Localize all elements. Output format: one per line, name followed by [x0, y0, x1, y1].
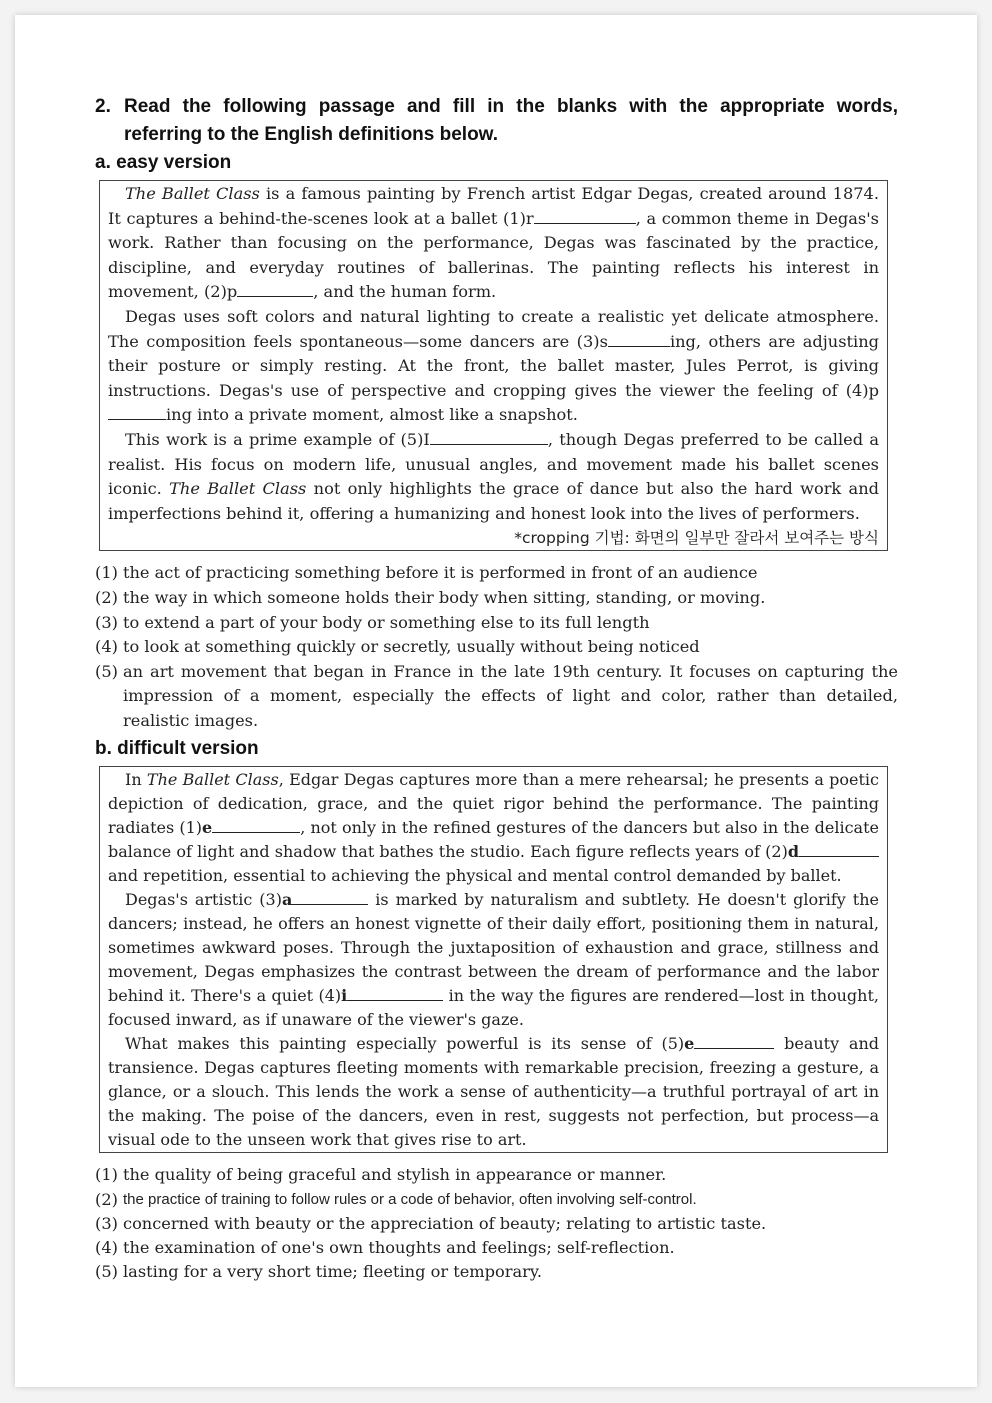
definition-item — [95, 586, 898, 611]
passage-text: ing, others are adjusting their posture or simply resting. At the front, the ballet master, Jules Perrot, is giving instructions. Degas's use of perspective and cropping gives the viewer the feeling of (4)p — [108, 331, 879, 400]
definition-number: (4) — [95, 637, 118, 657]
difficult-definitions — [95, 1163, 898, 1284]
difficult-version-heading: b. difficult version — [95, 738, 259, 760]
passage-text: and repetition, essential to achieving the physical and mental control demanded by ballet. — [108, 866, 842, 886]
easy-paragraph-3 — [108, 428, 879, 526]
definition-item — [95, 660, 898, 734]
blank-2[interactable] — [799, 842, 879, 857]
definition-text: concerned with beauty or the appreciation of beauty; relating to artistic taste. — [123, 1213, 767, 1233]
definition-item — [95, 561, 898, 586]
definition-number: (2) — [95, 1189, 118, 1209]
definition-item — [95, 611, 898, 636]
definition-text: lasting for a very short time; fleeting or temporary. — [123, 1262, 543, 1282]
passage-text: , a common theme in Degas's work. Rather than focusing on the performance, Degas was fascinated by the practice, discipline, and everyday routines of ballerinas. The painting reflects his interest in movement, (2)p — [108, 208, 879, 302]
passage-text: is marked by naturalism and subtlety. He doesn't glorify the dancers; instead, he offers an honest vignette of their daily effort, positioning them in natural, sometimes awkward poses. Through the juxtaposition of exhaustion and grace, stillness and movement, Degas emphasizes the contrast between the dream of performance and the labor behind it. There's a quiet (4) — [108, 890, 879, 1006]
difficult-paragraph-2 — [108, 888, 879, 1032]
blank-hint-letter: d — [787, 842, 799, 862]
definition-number: (4) — [95, 1238, 118, 1258]
blank-5[interactable] — [430, 430, 548, 445]
painting-title: The Ballet Class — [169, 479, 307, 499]
definition-text: an art movement that began in France in the late 19th century. It focuses on capturing the impression of a moment, especially the effects of light and color, rather than detailed, realistic images. — [123, 661, 898, 730]
definition-item — [95, 1260, 898, 1284]
blank-hint-letter: e — [202, 818, 213, 838]
blank-2[interactable] — [237, 282, 313, 297]
definition-text: to look at something quickly or secretly, usually without being noticed — [123, 637, 700, 657]
definition-text: to extend a part of your body or something else to its full length — [123, 612, 650, 632]
easy-definitions — [95, 561, 898, 733]
definition-number: (1) — [95, 563, 118, 583]
painting-title: The Ballet Class — [125, 184, 260, 203]
passage-text: This work is a prime example of (5)I — [125, 429, 430, 449]
definition-text: the act of practicing something before it is performed in front of an audience — [123, 563, 758, 583]
difficult-paragraph-1 — [108, 768, 879, 888]
easy-paragraph-1 — [108, 182, 879, 305]
definition-number: (1) — [95, 1165, 118, 1185]
blank-1[interactable] — [534, 209, 636, 224]
passage-text: Degas's artistic (3) — [125, 890, 282, 910]
passage-text: In — [125, 770, 147, 790]
passage-text: is a famous painting by French artist Edgar Degas, created around 1874. It captures a behind-the-scenes look at a ballet (1)r — [108, 184, 879, 228]
blank-4[interactable] — [108, 405, 166, 420]
passage-text: , and the human form. — [313, 282, 497, 302]
passage-text: not only highlights the grace of dance but also the hard work and imperfections behind it, offering a humanizing and honest look into the lives of performers. — [108, 479, 879, 523]
question-line-1: Read the following passage and fill in the blanks with the appropriate words, — [124, 96, 898, 117]
blank-hint-letter: a — [281, 890, 293, 910]
definition-text: the way in which someone holds their body when sitting, standing, or moving. — [123, 587, 766, 607]
blank-3[interactable] — [292, 890, 368, 905]
definition-number: (3) — [95, 612, 118, 632]
worksheet-page — [15, 15, 977, 1387]
passage-text: beauty and transience. Degas captures fleeting moments with remarkable precision, freezing a gesture, a glance, or a slouch. This lends the work a sense of authenticity—a truthful portrayal of art in the making. The poise of the dancers, even in rest, suggests not perfection, but process—a visual ode to the unseen work that gives rise to art. — [108, 1034, 879, 1150]
difficult-passage-box — [99, 766, 888, 1153]
easy-version-heading: a. easy version — [95, 152, 232, 173]
definition-text: the examination of one's own thoughts and feelings; self-reflection. — [123, 1238, 675, 1258]
blank-hint-letter: i — [341, 986, 348, 1006]
question-prompt — [95, 93, 898, 149]
definition-text: the quality of being graceful and stylish in appearance or manner. — [123, 1165, 667, 1185]
passage-text: , though Degas preferred to be called a realist. His focus on modern life, unusual angles, and movement made his ballet scenes iconic. — [108, 429, 879, 499]
definition-text: the practice of training to follow rules or a code of behavior, often involving self-control. — [123, 1190, 697, 1208]
difficult-paragraph-3 — [108, 1032, 879, 1152]
passage-text: in the way the figures are rendered—lost in thought, focused inward, as if unaware of the viewer's gaze. — [108, 986, 879, 1030]
easy-passage-box — [99, 180, 888, 551]
definition-number: (5) — [95, 661, 118, 681]
blank-1[interactable] — [212, 818, 300, 833]
definition-item — [95, 1188, 898, 1212]
passage-text: What makes this painting especially powerful is its sense of (5) — [125, 1034, 685, 1054]
definition-number: (2) — [95, 587, 118, 607]
definition-item — [95, 1163, 898, 1187]
blank-hint-letter: e — [684, 1034, 695, 1054]
painting-title: The Ballet Class — [146, 770, 279, 790]
question-line-2: referring to the English definitions below. — [124, 124, 499, 145]
passage-text: Degas uses soft colors and natural lighting to create a realistic yet delicate atmosphere. The composition feels spontaneous—some dancers are (3)s — [108, 306, 879, 351]
blank-4[interactable] — [347, 986, 443, 1001]
definition-item — [95, 635, 898, 660]
definition-item — [95, 1212, 898, 1236]
passage-text: , not only in the refined gestures of the dancers but also in the delicate balance of light and shadow that bathes the studio. Each figure reflects years of (2) — [108, 818, 879, 862]
blank-5[interactable] — [694, 1034, 774, 1049]
definition-number: (5) — [95, 1262, 118, 1282]
cropping-note: *cropping 기법: 화면의 일부만 잘라서 보여주는 방식 — [514, 529, 879, 548]
worksheet-content — [95, 93, 898, 1284]
question-number: 2. — [95, 96, 111, 117]
blank-3[interactable] — [608, 332, 670, 347]
passage-text: , Edgar Degas captures more than a mere rehearsal; he presents a poetic depiction of dedication, grace, and the quiet rigor behind the performance. The painting radiates (1) — [108, 770, 879, 838]
easy-paragraph-2 — [108, 305, 879, 428]
definition-number: (3) — [95, 1213, 118, 1233]
passage-text: ing into a private moment, almost like a snapshot. — [166, 405, 578, 425]
definition-item — [95, 1236, 898, 1260]
